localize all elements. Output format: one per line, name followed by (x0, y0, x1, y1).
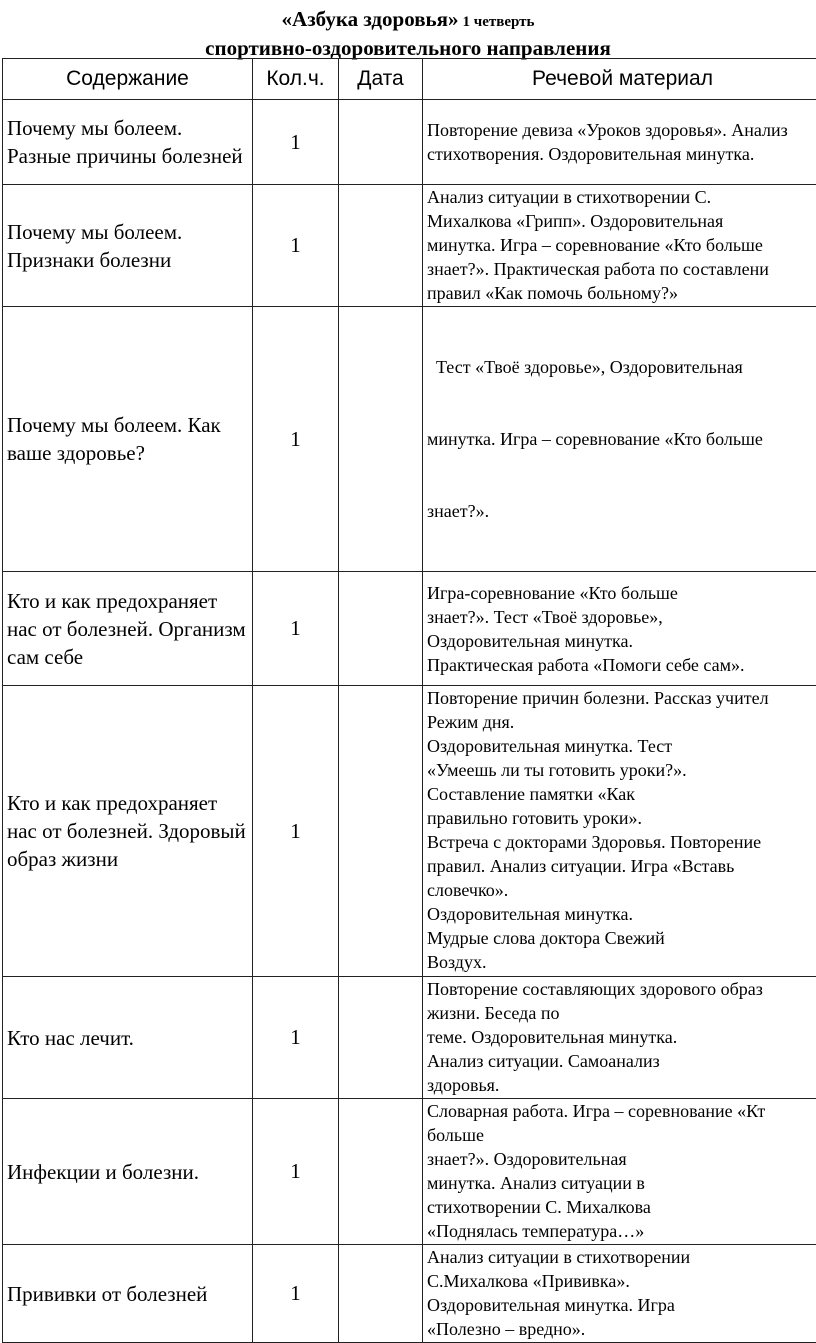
speech-line: Тест «Твоё здоровье», Оздоровительная (427, 355, 816, 379)
speech-line: знает?». Оздоровительная (427, 1147, 816, 1171)
table-row (3, 686, 816, 977)
cell-speech (423, 307, 816, 572)
header-qty: Кол.ч. (253, 59, 339, 100)
speech-line: Словарная работа. Игра – соревнование «Кт (427, 1099, 816, 1123)
cell-content: Почему мы болеем. Как ваше здоровье? (3, 307, 253, 572)
speech-line: Анализ ситуации в стихотворении С. (427, 185, 816, 209)
speech-line: Оздоровительная минутка. (427, 902, 816, 926)
header-speech: Речевой материал (423, 59, 816, 100)
speech-line: Михалкова «Грипп». Оздоровительная (427, 209, 816, 233)
speech-line: «Умеешь ли ты готовить уроки?». (427, 758, 816, 782)
cell-qty: 1 (253, 977, 339, 1099)
cell-date (339, 977, 423, 1099)
cell-speech (423, 1099, 816, 1245)
cell-qty: 1 (253, 1099, 339, 1245)
speech-line: стихотворения. Оздоровительная минутка. (427, 142, 816, 166)
speech-line: Оздоровительная минутка. (427, 629, 816, 653)
speech-line: минутка. Анализ ситуации в (427, 1171, 816, 1195)
cell-speech (423, 572, 816, 686)
header-date: Дата (339, 59, 423, 100)
speech-line: здоровья. (427, 1073, 816, 1097)
speech-line: больше (427, 1123, 816, 1147)
cell-qty: 1 (253, 307, 339, 572)
cell-content: Почему мы болеем. Признаки болезни (3, 185, 253, 307)
title-quarter: 1 четверть (463, 14, 535, 30)
document-title (0, 6, 816, 61)
table-row (3, 1099, 816, 1245)
table-header-row (3, 59, 816, 100)
speech-line: Составление памятки «Как (427, 782, 816, 806)
speech-line: «Полезно – вредно». (427, 1317, 816, 1341)
table-row (3, 100, 816, 185)
cell-content: Кто и как предохраняет нас от болезней. Здоровый образ жизни (3, 686, 253, 977)
lesson-table (2, 58, 816, 1343)
cell-date (339, 1099, 423, 1245)
cell-speech (423, 185, 816, 307)
cell-date (339, 307, 423, 572)
speech-line: Практическая работа «Помоги себе сам». (427, 653, 816, 677)
speech-line: «Поднялась температура…» (427, 1219, 816, 1243)
table-row (3, 307, 816, 572)
speech-line: минутка. Игра – соревнование «Кто больше (427, 233, 816, 257)
cell-date (339, 572, 423, 686)
speech-line: Оздоровительная минутка. Тест (427, 734, 816, 758)
speech-line: теме. Оздоровительная минутка. (427, 1025, 816, 1049)
cell-qty: 1 (253, 1245, 339, 1343)
cell-date (339, 1245, 423, 1343)
cell-speech (423, 686, 816, 977)
table-row (3, 1245, 816, 1343)
cell-qty: 1 (253, 572, 339, 686)
speech-line: Повторение составляющих здорового образ (427, 977, 816, 1001)
title-main: «Азбука здоровья» (282, 7, 459, 31)
speech-line: С.Михалкова «Прививка». (427, 1269, 816, 1293)
cell-content: Почему мы болеем. Разные причины болезней (3, 100, 253, 185)
table-row (3, 977, 816, 1099)
speech-line: Воздух. (427, 950, 816, 974)
cell-speech (423, 100, 816, 185)
cell-content: Кто и как предохраняет нас от болезней. Организм сам себе (3, 572, 253, 686)
speech-line: Повторение причин болезни. Рассказ учител (427, 686, 816, 710)
speech-line: Повторение девиза «Уроков здоровья». Анализ (427, 118, 816, 142)
speech-line: Мудрые слова доктора Свежий (427, 926, 816, 950)
cell-content: Кто нас лечит. (3, 977, 253, 1099)
speech-line: знает?». Тест «Твоё здоровье», (427, 605, 816, 629)
cell-content: Инфекции и болезни. (3, 1099, 253, 1245)
cell-qty: 1 (253, 185, 339, 307)
speech-line: Встреча с докторами Здоровья. Повторение (427, 830, 816, 854)
cell-content: Прививки от болезней (3, 1245, 253, 1343)
speech-line: Анализ ситуации. Самоанализ (427, 1049, 816, 1073)
cell-qty: 1 (253, 100, 339, 185)
speech-line: знает?». Практическая работа по составлени (427, 257, 816, 281)
table-row (3, 572, 816, 686)
cell-speech (423, 1245, 816, 1343)
speech-line: Игра-соревнование «Кто больше (427, 581, 816, 605)
title-subtitle: спортивно-оздоровительного направления (0, 35, 816, 61)
header-content: Содержание (3, 59, 253, 100)
speech-line: стихотворении С. Михалкова (427, 1195, 816, 1219)
speech-line: Оздоровительная минутка. Игра (427, 1293, 816, 1317)
table-row (3, 185, 816, 307)
speech-line: правильно готовить уроки». (427, 806, 816, 830)
cell-date (339, 185, 423, 307)
cell-date (339, 100, 423, 185)
cell-speech (423, 977, 816, 1099)
speech-line: минутка. Игра – соревнование «Кто больше (427, 427, 816, 451)
speech-line: Режим дня. (427, 710, 816, 734)
speech-line: Анализ ситуации в стихотворении (427, 1245, 816, 1269)
speech-line: правил. Анализ ситуации. Игра «Вставь (427, 854, 816, 878)
speech-line: жизни. Беседа по (427, 1001, 816, 1025)
speech-line: словечко». (427, 878, 816, 902)
speech-line: знает?». (427, 499, 816, 523)
cell-qty: 1 (253, 686, 339, 977)
cell-date (339, 686, 423, 977)
speech-line: правил «Как помочь больному?» (427, 281, 816, 305)
